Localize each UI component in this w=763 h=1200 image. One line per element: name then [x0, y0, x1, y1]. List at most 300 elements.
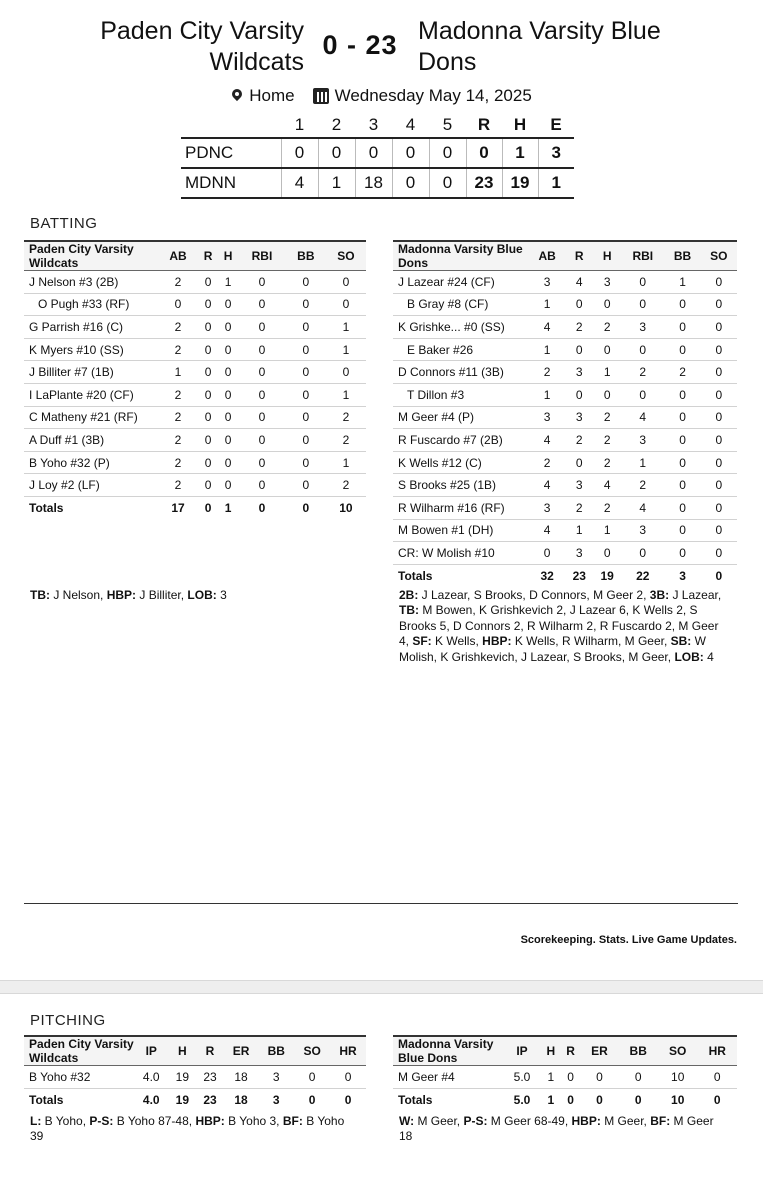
batting-section-title: BATTING — [30, 215, 98, 232]
note-text: J Lazear, S Brooks, D Connors, M Geer 2, — [418, 588, 650, 602]
stat-cell: 0 — [218, 316, 238, 339]
stat-cell: 0 — [286, 338, 326, 361]
stat-cell: 0 — [565, 338, 593, 361]
player-row — [393, 383, 737, 406]
note-text: M Geer, — [414, 1114, 464, 1128]
stat-cell: 0 — [286, 451, 326, 474]
player-name: K Wells #12 (C) — [393, 451, 529, 474]
totals-cell: 0 — [634, 1092, 642, 1107]
stat-cell: 2 — [593, 496, 621, 519]
stat-cell: 2 — [565, 496, 593, 519]
stat-cell: 1 — [664, 271, 700, 294]
note-text: 4 — [703, 649, 714, 664]
box-header-row — [393, 1036, 737, 1066]
stat-header: ER — [224, 1036, 259, 1066]
stat-cell: 0 — [198, 271, 218, 294]
stat-cell: 0 — [701, 293, 737, 316]
player-name: K Myers #10 (SS) — [24, 338, 158, 361]
stat-cell: 3 — [565, 474, 593, 497]
linescore-inning-cell: 0 — [318, 138, 355, 168]
stat-cell: 0 — [664, 429, 700, 452]
stat-header: SO — [701, 241, 737, 271]
home-batting-table — [24, 240, 366, 519]
note-text: M Bowen, K Grishkevich 2, J Lazear 6, K Wells 2, S Brooks 5, D Connors 2, R Wilharm 2, R Fuscardo 2, M Geer 4, — [399, 603, 719, 649]
stat-cell: 0 — [593, 542, 621, 565]
stat-cell: 19 — [169, 1066, 197, 1089]
stat-header: AB — [158, 241, 198, 271]
stat-cell: 1 — [158, 361, 198, 384]
player-row — [393, 338, 737, 361]
player-name: B Yoho #32 — [24, 1066, 134, 1089]
stat-cell: 4 — [529, 316, 565, 339]
stat-header: RBI — [238, 241, 286, 271]
stat-cell: 0 — [198, 406, 218, 429]
player-name: M Bowen #1 (DH) — [393, 519, 529, 542]
stat-header: SO — [294, 1036, 330, 1066]
totals-label: Totals — [29, 500, 64, 515]
stat-cell: 0 — [238, 271, 286, 294]
player-row — [393, 451, 737, 474]
player-row — [393, 293, 737, 316]
stat-cell: 3 — [258, 1066, 294, 1089]
stat-cell: 4 — [593, 474, 621, 497]
note-text: B Yoho 87-48, — [113, 1114, 196, 1128]
linescore-row — [181, 138, 574, 168]
stat-cell: 0 — [198, 451, 218, 474]
stat-header: H — [169, 1036, 197, 1066]
note-text: J Lazear, — [669, 588, 722, 602]
player-row — [24, 1066, 366, 1089]
stat-cell: 3 — [593, 271, 621, 294]
stat-cell: 1 — [529, 383, 565, 406]
stat-cell: 0 — [621, 338, 664, 361]
stat-cell: 0 — [238, 293, 286, 316]
stat-cell: 0 — [330, 1066, 366, 1089]
stat-cell: 0 — [565, 293, 593, 316]
stat-cell: 1 — [593, 361, 621, 384]
stat-cell: 0 — [701, 474, 737, 497]
linescore-inning-cell: 0 — [392, 138, 429, 168]
stat-header: HR — [697, 1036, 737, 1066]
totals-row — [393, 564, 737, 587]
stat-cell: 2 — [593, 316, 621, 339]
player-row — [393, 361, 737, 384]
home-team-name-line1: Paden City Varsity — [100, 17, 304, 45]
totals-cell: 19 — [175, 1092, 190, 1107]
note-text: K Wells, R Wilharm, M Geer, — [511, 634, 671, 649]
pitching-page — [0, 994, 763, 1200]
stat-cell: 0 — [286, 361, 326, 384]
totals-cell: 0 — [308, 1092, 316, 1107]
stat-cell: 0 — [561, 1066, 581, 1089]
linescore-header-cell: 1 — [294, 114, 305, 134]
totals-cell: 0 — [596, 1092, 603, 1107]
totals-row — [24, 496, 366, 519]
player-row — [24, 474, 366, 497]
stat-cell: 0 — [664, 293, 700, 316]
away-pitching-table — [393, 1035, 737, 1111]
stat-cell: 4 — [529, 519, 565, 542]
stat-header: BB — [286, 241, 326, 271]
note-label: SB: — [670, 634, 692, 649]
stat-cell: 0 — [664, 338, 700, 361]
linescore-header-cell: 3 — [368, 114, 379, 134]
stat-header: ER — [581, 1036, 619, 1066]
stat-cell: 2 — [158, 429, 198, 452]
pitching-section-title: PITCHING — [30, 1012, 106, 1029]
player-name: B Yoho #32 (P) — [24, 451, 158, 474]
linescore-errors: 3 — [538, 138, 574, 168]
stat-cell: 1 — [326, 316, 366, 339]
stat-cell: 2 — [158, 406, 198, 429]
stat-cell: 0 — [621, 271, 664, 294]
note-text: W Molish, K Grishkevich, J Lazear, S Brooks, M Geer, — [399, 634, 706, 664]
linescore-team: MDNN — [181, 168, 281, 198]
player-name: M Geer #4 (P) — [393, 406, 529, 429]
home-pitching-table — [24, 1035, 366, 1111]
stat-header: H — [218, 241, 238, 271]
totals-cell: 23 — [203, 1092, 217, 1107]
totals-cell: 0 — [344, 1092, 352, 1107]
game-date — [313, 86, 532, 106]
player-name: D Connors #11 (3B) — [393, 361, 529, 384]
totals-cell: 18 — [234, 1092, 248, 1107]
player-name: CR: W Molish #10 — [393, 542, 529, 565]
stat-cell: 4 — [529, 474, 565, 497]
stat-cell: 1 — [529, 338, 565, 361]
stat-cell: 0 — [701, 406, 737, 429]
stat-cell: 4 — [529, 429, 565, 452]
stat-cell: 3 — [565, 361, 593, 384]
stat-cell: 0 — [581, 1066, 619, 1089]
stat-header: BB — [618, 1036, 658, 1066]
player-row — [393, 406, 737, 429]
totals-cell: 17 — [171, 500, 185, 515]
note-label: HBP: — [106, 588, 137, 602]
player-name: E Baker #26 — [393, 338, 529, 361]
home-team-name-line2: Wildcats — [209, 48, 304, 76]
totals-cell: 10 — [671, 1092, 685, 1107]
linescore-hits: 19 — [502, 168, 538, 198]
player-row — [393, 519, 737, 542]
note-label: P-S: — [89, 1114, 114, 1128]
box-header-row — [24, 1036, 366, 1066]
player-name: K Grishke... #0 (SS) — [393, 316, 529, 339]
player-row — [24, 429, 366, 452]
totals-row — [24, 1088, 366, 1111]
note-label: HBP: — [195, 1114, 225, 1128]
player-row — [24, 361, 366, 384]
stat-cell: 0 — [218, 474, 238, 497]
away-batting-table — [393, 240, 737, 587]
totals-cell: 0 — [302, 500, 310, 515]
stat-cell: 2 — [593, 406, 621, 429]
player-name: S Brooks #25 (1B) — [393, 474, 529, 497]
stat-cell: 0 — [198, 383, 218, 406]
stat-header: IP — [503, 1036, 541, 1066]
stat-cell: 3 — [565, 406, 593, 429]
totals-cell: 0 — [204, 500, 212, 515]
stat-cell: 2 — [529, 451, 565, 474]
note-label: BF: — [282, 1114, 303, 1128]
stat-cell: 0 — [664, 383, 700, 406]
linescore-header-cell: H — [513, 114, 527, 134]
stat-cell: 0 — [218, 406, 238, 429]
stat-cell: 2 — [529, 361, 565, 384]
stat-header: RBI — [621, 241, 664, 271]
stat-cell: 0 — [286, 383, 326, 406]
player-row — [24, 316, 366, 339]
stat-cell: 0 — [697, 1066, 737, 1089]
player-name: R Wilharm #16 (RF) — [393, 496, 529, 519]
player-name: I LaPlante #20 (CF) — [24, 383, 158, 406]
totals-cell: 3 — [679, 568, 686, 583]
player-row — [393, 429, 737, 452]
stat-cell: 3 — [621, 316, 664, 339]
stat-cell: 0 — [664, 406, 700, 429]
stat-cell: 0 — [664, 474, 700, 497]
stat-cell: 4 — [621, 406, 664, 429]
stat-header: R — [196, 1036, 224, 1066]
stat-cell: 2 — [565, 429, 593, 452]
linescore-table — [181, 112, 574, 199]
totals-cell: 0 — [258, 500, 266, 515]
linescore-inning-cell: 0 — [392, 168, 429, 198]
team-header: Madonna Varsity Blue Dons — [393, 1036, 503, 1066]
player-name: A Duff #1 (3B) — [24, 429, 158, 452]
note-label: BF: — [650, 1114, 671, 1128]
player-name: M Geer #4 — [393, 1066, 503, 1089]
player-name: J Lazear #24 (CF) — [393, 271, 529, 294]
linescore-inning-cell: 4 — [281, 168, 318, 198]
note-label: HBP: — [482, 634, 512, 649]
totals-cell: 22 — [636, 568, 650, 583]
away-team-name — [418, 16, 718, 78]
stat-cell: 0 — [593, 383, 621, 406]
game-meta — [0, 86, 763, 106]
stat-cell: 1 — [621, 451, 664, 474]
stat-cell: 3 — [529, 271, 565, 294]
note-label: P-S: — [463, 1114, 488, 1128]
stat-cell: 0 — [701, 519, 737, 542]
stat-cell: 0 — [664, 542, 700, 565]
stat-cell: 0 — [664, 519, 700, 542]
stat-cell: 0 — [621, 293, 664, 316]
linescore-header-cell: 4 — [405, 114, 416, 134]
away-batting-notes — [399, 588, 724, 665]
stat-cell: 0 — [701, 451, 737, 474]
linescore-runs: 23 — [466, 168, 502, 198]
stat-header: H — [593, 241, 621, 271]
player-row — [393, 1066, 737, 1089]
stat-header: BB — [664, 241, 700, 271]
stat-cell: 0 — [286, 316, 326, 339]
totals-cell: 23 — [572, 568, 586, 583]
note-label: 2B: — [399, 588, 419, 602]
note-label: 3B: — [649, 588, 670, 602]
stat-header: SO — [658, 1036, 698, 1066]
note-text: B Yoho, — [41, 1114, 90, 1128]
linescore-header-cell: E — [550, 114, 562, 134]
stat-cell: 2 — [621, 474, 664, 497]
totals-label: Totals — [29, 1092, 64, 1107]
stat-cell: 0 — [701, 338, 737, 361]
stat-cell: 0 — [621, 542, 664, 565]
stat-cell: 0 — [238, 451, 286, 474]
linescore-header-cell: R — [477, 114, 491, 134]
stat-cell: 2 — [326, 474, 366, 497]
stat-cell: 0 — [158, 293, 198, 316]
stat-cell: 1 — [541, 1066, 561, 1089]
note-text: M Geer, — [600, 1114, 651, 1128]
totals-cell: 3 — [272, 1092, 280, 1107]
stat-cell: 0 — [529, 542, 565, 565]
stat-cell: 2 — [621, 361, 664, 384]
away-team-name-line1: Madonna Varsity Blue — [418, 17, 661, 45]
calendar-icon — [313, 88, 329, 104]
stat-header: H — [541, 1036, 561, 1066]
home-team-name — [60, 16, 304, 78]
note-text: M Geer 68-49, — [487, 1114, 572, 1128]
note-text: K Wells, — [431, 634, 483, 649]
totals-cell: 1 — [547, 1092, 555, 1107]
game-date-text: Wednesday May 14, 2025 — [334, 86, 532, 105]
stat-cell: 0 — [286, 406, 326, 429]
stat-header: AB — [529, 241, 565, 271]
stat-cell: 0 — [198, 474, 218, 497]
player-name: J Nelson #3 (2B) — [24, 271, 158, 294]
stat-cell: 2 — [158, 474, 198, 497]
stat-cell: 0 — [218, 293, 238, 316]
stat-cell: 0 — [286, 429, 326, 452]
stat-header: IP — [134, 1036, 169, 1066]
stat-header: R — [565, 241, 593, 271]
note-label: SF: — [412, 634, 432, 649]
stat-cell: 0 — [294, 1066, 330, 1089]
player-row — [24, 271, 366, 294]
player-row — [393, 316, 737, 339]
note-label: HBP: — [571, 1114, 601, 1128]
stat-cell: 1 — [593, 519, 621, 542]
stat-cell: 3 — [529, 406, 565, 429]
stat-cell: 0 — [238, 474, 286, 497]
stat-cell: 2 — [565, 316, 593, 339]
totals-cell: 19 — [600, 568, 614, 583]
linescore-header-cell — [181, 112, 281, 138]
game-location — [231, 86, 294, 106]
note-text: B Yoho 39 — [30, 1114, 345, 1144]
stat-cell: 0 — [664, 496, 700, 519]
note-label: LOB: — [187, 588, 217, 602]
footer-divider — [24, 903, 738, 904]
stat-cell: 4 — [565, 271, 593, 294]
stat-cell: 1 — [326, 451, 366, 474]
stat-cell: 3 — [565, 542, 593, 565]
away-pitching-notes — [399, 1114, 729, 1145]
team-header: Paden City Varsity Wildcats — [24, 1036, 134, 1066]
stat-cell: 1 — [529, 293, 565, 316]
note-label: LOB: — [674, 649, 704, 664]
stat-cell: 18 — [224, 1066, 259, 1089]
player-name: J Loy #2 (LF) — [24, 474, 158, 497]
stat-header: SO — [326, 241, 366, 271]
player-row — [393, 271, 737, 294]
map-pin-icon — [231, 88, 243, 104]
totals-cell: 0 — [715, 568, 723, 583]
stat-cell: 4.0 — [134, 1066, 169, 1089]
box-header-row — [393, 241, 737, 271]
stat-cell: 0 — [218, 361, 238, 384]
stat-cell: 0 — [326, 293, 366, 316]
stat-cell: 0 — [238, 429, 286, 452]
stat-cell: 0 — [286, 474, 326, 497]
stat-cell: 2 — [326, 406, 366, 429]
stat-cell: 4 — [621, 496, 664, 519]
stat-cell: 0 — [701, 429, 737, 452]
linescore-team: PDNC — [181, 138, 281, 168]
stat-cell: 0 — [701, 496, 737, 519]
stat-cell: 2 — [326, 429, 366, 452]
stat-cell: 2 — [593, 429, 621, 452]
note-label: TB: — [399, 603, 419, 618]
player-name: J Billiter #7 (1B) — [24, 361, 158, 384]
player-row — [24, 406, 366, 429]
note-text: J Nelson, — [50, 588, 107, 602]
note-label: L: — [30, 1114, 42, 1128]
linescore-inning-cell: 0 — [429, 138, 466, 168]
stat-cell: 0 — [621, 383, 664, 406]
stat-cell: 0 — [664, 451, 700, 474]
footer-tagline: Scorekeeping. Stats. Live Game Updates. — [520, 934, 737, 946]
linescore-inning-cell: 18 — [355, 168, 392, 198]
totals-cell: 0 — [567, 1092, 574, 1107]
stat-cell: 2 — [158, 271, 198, 294]
stat-cell: 23 — [196, 1066, 224, 1089]
linescore-header-cell: 5 — [442, 114, 453, 134]
stat-header: R — [198, 241, 218, 271]
final-score: 0 - 23 — [322, 30, 398, 60]
stat-header: HR — [330, 1036, 366, 1066]
stat-cell: 0 — [701, 542, 737, 565]
stat-cell: 1 — [565, 519, 593, 542]
stat-cell: 0 — [198, 429, 218, 452]
player-name: T Dillon #3 — [393, 383, 529, 406]
home-batting-notes — [30, 588, 360, 603]
player-row — [393, 542, 737, 565]
note-label: W: — [399, 1114, 415, 1128]
linescore-inning-cell: 1 — [318, 168, 355, 198]
linescore-row — [181, 168, 574, 198]
player-name: G Parrish #16 (C) — [24, 316, 158, 339]
stat-cell: 0 — [701, 316, 737, 339]
stat-cell: 0 — [198, 361, 218, 384]
stat-cell: 1 — [218, 271, 238, 294]
stat-cell: 0 — [286, 293, 326, 316]
stat-cell: 0 — [218, 383, 238, 406]
stat-cell: 0 — [664, 316, 700, 339]
stat-cell: 0 — [218, 338, 238, 361]
stat-cell: 0 — [701, 271, 737, 294]
stat-header: R — [561, 1036, 581, 1066]
stat-cell: 1 — [326, 383, 366, 406]
home-pitching-notes — [30, 1114, 360, 1145]
totals-label: Totals — [398, 568, 433, 583]
stat-cell: 0 — [593, 338, 621, 361]
stat-cell: 0 — [218, 451, 238, 474]
player-row — [24, 383, 366, 406]
linescore-inning-cell: 0 — [429, 168, 466, 198]
player-row — [393, 474, 737, 497]
